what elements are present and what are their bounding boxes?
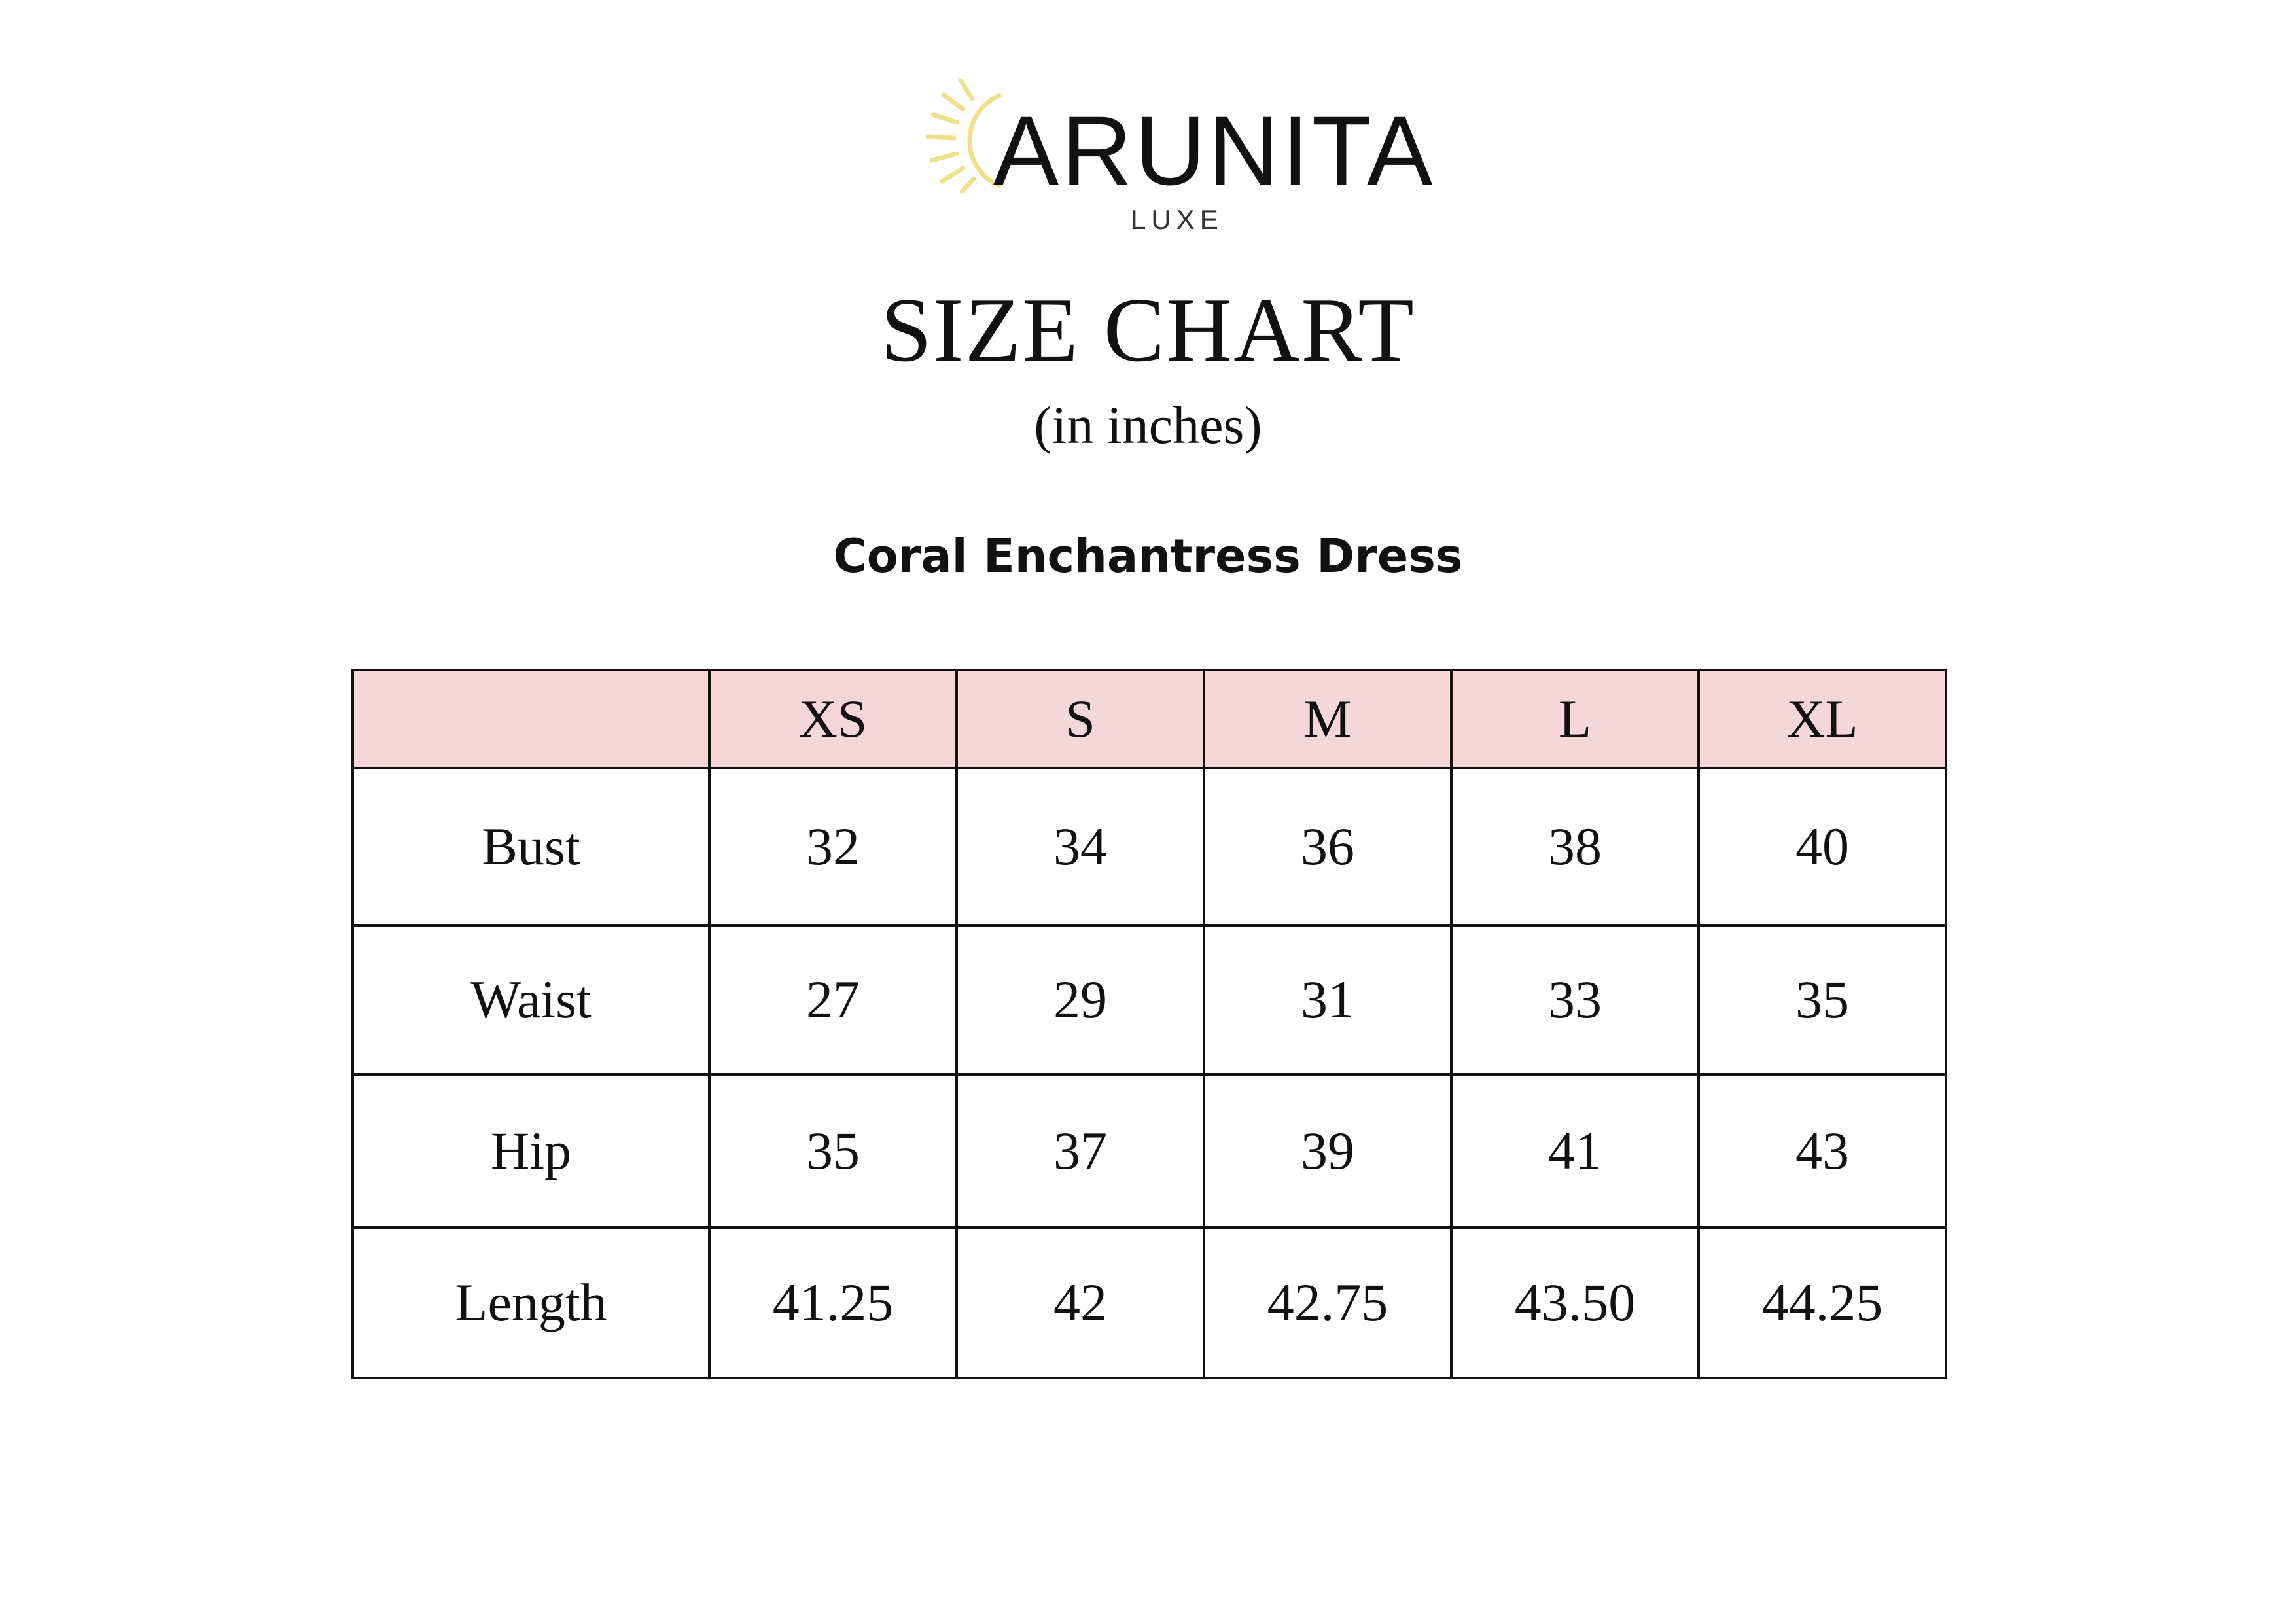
table-cell: 31 (1204, 925, 1451, 1074)
row-label: Bust (353, 768, 709, 925)
size-table (351, 669, 1947, 1379)
table-cell: 43 (1699, 1074, 1946, 1227)
table-cell: 42 (957, 1227, 1204, 1378)
table-cell: 42.75 (1204, 1227, 1451, 1378)
table-cell: 41.25 (709, 1227, 957, 1378)
units-subtitle: (in inches) (1034, 395, 1262, 455)
table-cell: 40 (1699, 768, 1946, 925)
table-cell: 41 (1451, 1074, 1699, 1227)
size-header-xl: XL (1699, 670, 1946, 768)
table-cell: 44.25 (1699, 1227, 1946, 1378)
table-cell: 39 (1204, 1074, 1451, 1227)
table-cell: 43.50 (1451, 1227, 1699, 1378)
table-cell: 37 (957, 1074, 1204, 1227)
row-label: Length (353, 1227, 709, 1378)
table-row-waist (353, 925, 1946, 1074)
page-title: SIZE CHART (881, 279, 1415, 381)
table-cell: 33 (1451, 925, 1699, 1074)
size-header-s: S (957, 670, 1204, 768)
brand-logo (910, 75, 1436, 235)
brand-name: ARUNITA (993, 96, 1436, 205)
table-row-bust (353, 768, 1946, 925)
table-cell: 35 (1699, 925, 1946, 1074)
table-cell: 34 (957, 768, 1204, 925)
row-label: Waist (353, 925, 709, 1074)
table-row-hip (353, 1074, 1946, 1227)
brand-subline: LUXE (1131, 204, 1224, 235)
corner-cell (353, 670, 709, 768)
table-cell: 38 (1451, 768, 1699, 925)
size-header-xs: XS (709, 670, 957, 768)
table-cell: 32 (709, 768, 957, 925)
table-cell: 29 (957, 925, 1204, 1074)
size-header-row (353, 670, 1946, 768)
table-row-length (353, 1227, 1946, 1378)
product-name: Coral Enchantress Dress (833, 529, 1463, 583)
table-cell: 27 (709, 925, 957, 1074)
row-label: Hip (353, 1074, 709, 1227)
size-header-m: M (1204, 670, 1451, 768)
table-cell: 36 (1204, 768, 1451, 925)
table-cell: 35 (709, 1074, 957, 1227)
size-header-l: L (1451, 670, 1699, 768)
